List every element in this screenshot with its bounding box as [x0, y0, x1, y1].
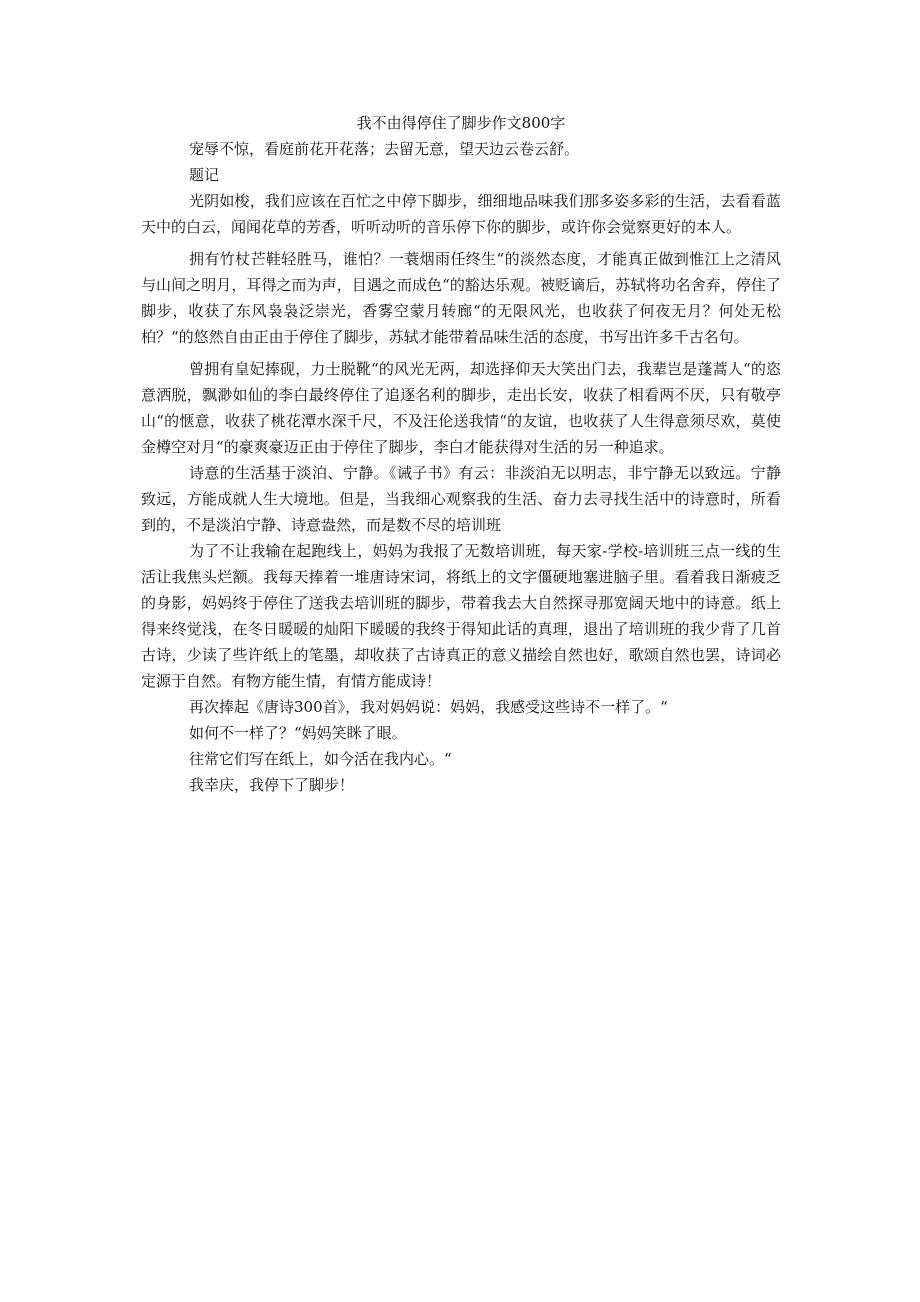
paragraph-training-classes: 为了不让我输在起跑线上，妈妈为我报了无数培训班，每天家-学校-培训班三点一线的生活让我焦头烂额。我每天捧着一堆唐诗宋词，将纸上的文字僵硬地塞进脑子里。看着我日渐疲乏的身影，妈妈终于停住了送我去培训班的脚步，带着我去大自然探寻那宽阔天地中的诗意。纸上得来终觉浅，在冬日暖暖的灿阳下暖暖的我终于得知此话的真理，退出了培训班的我少背了几首古诗，少读了些许纸上的笔墨，却收获了古诗真正的意义描绘自然也好，歌颂自然也罢，诗词必定源于自然。有物方能生情，有情方能成诗！: [141, 542, 781, 690]
paragraph-tang-poems: 再次捧起《唐诗300首》，我对妈妈说：妈妈，我感受这些诗不一样了。“: [189, 698, 668, 716]
paragraph-intro: 光阴如梭，我们应该在百忙之中停下脚步，细细地品味我们那多姿多彩的生活，去看看蓝天中的白云，闻闻花草的芳香，听听动听的音乐停下你的脚步，或许你会觉察更好的本人。: [141, 192, 781, 236]
paragraph-conclusion: 我幸庆，我停下了脚步！: [189, 776, 355, 794]
paragraph-mother-reply: 如何不一样了？“妈妈笑眯了眼。: [189, 724, 407, 742]
paragraph-heart: 往常它们写在纸上，如今活在我内心。“: [189, 750, 452, 768]
document-title: 我不由得停住了脚步作文800字: [356, 114, 566, 132]
document-body: [141, 110, 781, 798]
paragraph-epigraph: 宠辱不惊，看庭前花开花落；去留无意，望天边云卷云舒。: [189, 140, 580, 158]
paragraph-epigraph-label: 题记: [189, 166, 220, 184]
paragraph-li-bai: 曾拥有皇妃捧砚，力士脱靴“的风光无两，却选择仰天大笑出门去，我辈岂是蓬蒿人“的恣意洒脱，飘渺如仙的李白最终停住了追逐名利的脚步，走出长安，收获了相看两不厌，只有敬亭山“的惬意，收获了桃花潭水深千尺，不及汪伦送我情“的友谊，也收获了人生得意须尽欢，莫使金樽空对月“的豪爽豪迈正由于停住了脚步，李白才能获得对生活的另一种追求。: [141, 360, 781, 456]
paragraph-su-shi: 拥有竹杖芒鞋轻胜马，谁怕？一蓑烟雨任终生“的淡然态度，才能真正做到惟江上之清风与山间之明月，耳得之而为声，目遇之而成色“的豁达乐观。被贬谪后，苏轼将功名舍弃，停住了脚步，收获了东风袅袅泛崇光，香雾空蒙月转廊“的无限风光，也收获了何夜无月？何处无松柏？“的悠然自由正由于停住了脚步，苏轼才能带着品味生活的态度，书写出许多千古名句。: [141, 250, 781, 346]
paragraph-poetic-life: 诗意的生活基于淡泊、宁静。《诫子书》有云：非淡泊无以明志，非宁静无以致远。宁静致远，方能成就人生大境地。但是，当我细心观察我的生活、奋力去寻找生活中的诗意时，所看到的，不是淡泊宁静、诗意盎然，而是数不尽的培训班: [141, 464, 781, 534]
